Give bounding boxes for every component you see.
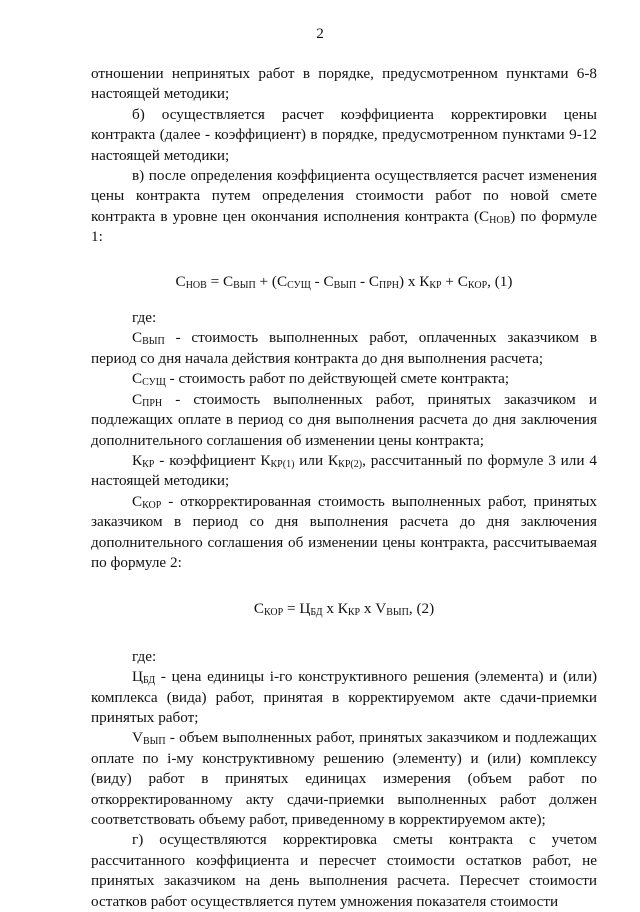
definition-kr <box>91 451 597 492</box>
formula-subscript: ВЫП <box>233 279 256 291</box>
subscript: НОВ <box>489 214 511 226</box>
formula-term: = Ц <box>283 600 311 618</box>
symbol: V <box>132 729 143 747</box>
formula-number: , (2) <box>408 600 435 618</box>
document-body <box>91 64 597 912</box>
formula-subscript: ВЫП <box>333 279 357 291</box>
paragraph-g: г) осуществляются корректировка сметы контракта с учетом рассчитанного коэффициента и пересчет стоимости остатков работ, не принятых заказчиком на день выполнения расчета. Пересчет стоимости остатков работ осуществляется путем умножения показателя стоимости <box>91 831 597 910</box>
where-label-1: где: <box>132 309 157 327</box>
subscript: БД <box>142 675 156 687</box>
formula-term: ) х К <box>399 272 430 290</box>
definition-kor <box>91 492 597 574</box>
definition-text: или К <box>294 451 339 469</box>
definition-text: - стоимость выполненных работ, принятых заказчиком и подлежащих оплате в период со дня выполнения расчета до дня заключения дополнительного соглашения об изменении цены контракта; <box>91 390 597 449</box>
formula-subscript: ПРН <box>379 279 400 291</box>
paragraph-continuation: отношении непринятых работ в порядке, предусмотренном пунктами 6-8 настоящей методики; <box>91 65 597 103</box>
formula-subscript: КР <box>429 279 442 291</box>
symbol: Ц <box>132 668 143 686</box>
symbol: К <box>132 451 143 469</box>
subscript: КР <box>142 458 155 470</box>
subscript: ПРН <box>142 397 163 409</box>
paragraph-v-text-end: ) по формуле 1: <box>91 207 597 246</box>
formula-term: + (С <box>255 272 288 290</box>
formula-term: - С <box>356 272 379 290</box>
paragraph-v-text: в) после определения коэффициента осуществляется расчет изменения цены контракта путем определения стоимости работ по новой смете контракта в уровне цен окончания исполнения контракта (С <box>91 167 597 225</box>
formula-subscript: ВЫП <box>386 607 409 619</box>
symbol: С <box>132 329 143 347</box>
definition-text: - коэффициент К <box>154 451 271 469</box>
symbol: С <box>132 492 143 510</box>
definition-vyp <box>91 328 597 369</box>
formula-1 <box>91 272 597 292</box>
definition-prn <box>91 390 597 451</box>
definition-sush <box>91 369 597 389</box>
definition-text: - стоимость выполненных работ, оплаченных заказчиком в период со дня начала действия контракта до дня выполнения расчета; <box>91 329 597 367</box>
where-label-2: где: <box>132 647 157 665</box>
formula-term: - С <box>310 272 334 290</box>
formula-subscript: БД <box>310 607 323 619</box>
subscript: КОР <box>142 499 162 511</box>
subscript: СУЩ <box>142 377 166 389</box>
subscript: ВЫП <box>142 336 165 348</box>
formula-term: х К <box>322 600 348 618</box>
definition-text: - стоимость работ по действующей смете контракта; <box>165 370 510 388</box>
formula-term: С <box>175 272 186 290</box>
formula-term: + С <box>441 272 468 290</box>
formula-subscript: КОР <box>467 279 488 291</box>
formula-number: , (1) <box>487 272 513 290</box>
subscript: КР(1) <box>270 458 295 470</box>
paragraph-v <box>91 166 597 248</box>
definition-text: , рассчитанный по формуле 3 или 4 настоящей методики; <box>91 451 597 490</box>
formula-subscript: СУЩ <box>287 279 311 291</box>
paragraph-b: б) осуществляется расчет коэффициента корректировки цены контракта (далее - коэффициент) в порядке, предусмотренном пунктами 9-12 настоящей методики; <box>91 105 597 164</box>
formula-2 <box>91 599 597 619</box>
formula-term: = С <box>206 272 234 290</box>
subscript: ВЫП <box>142 736 166 748</box>
formula-subscript: НОВ <box>185 279 207 291</box>
definition-tsbd <box>91 667 597 728</box>
definition-text: - откорректированная стоимость выполненных работ, принятых заказчиком в период со дня выполнения расчета до дня заключения дополнительного соглашения об изменении цены контракта, рассчитываемая по формуле 2: <box>91 492 597 571</box>
formula-term: х V <box>360 600 387 618</box>
symbol: С <box>132 370 143 388</box>
formula-subscript: КР <box>347 607 361 619</box>
formula-term: С <box>253 600 264 618</box>
subscript: КР(2) <box>338 458 363 470</box>
definition-text: - цена единицы i-го конструктивного решения (элемента) и (или) комплекса (вида) работ, принятая в корректируемом акте сдачи-приемки принятых работ; <box>91 668 597 726</box>
symbol: С <box>132 390 143 408</box>
formula-subscript: КОР <box>263 607 284 619</box>
page-number: 2 <box>316 25 324 42</box>
definition-vvyp <box>91 728 597 830</box>
definition-text: - объем выполненных работ, принятых заказчиком и подлежащих оплате по i-му конструктивному решению (элементу) и (или) комплексу (виду) работ в принятых единицах измерения (объем работ по откорректированному акту сдачи-приемки выполненных работ должен соответствовать объему работ, приведенному в корректируемом акте); <box>91 729 597 828</box>
